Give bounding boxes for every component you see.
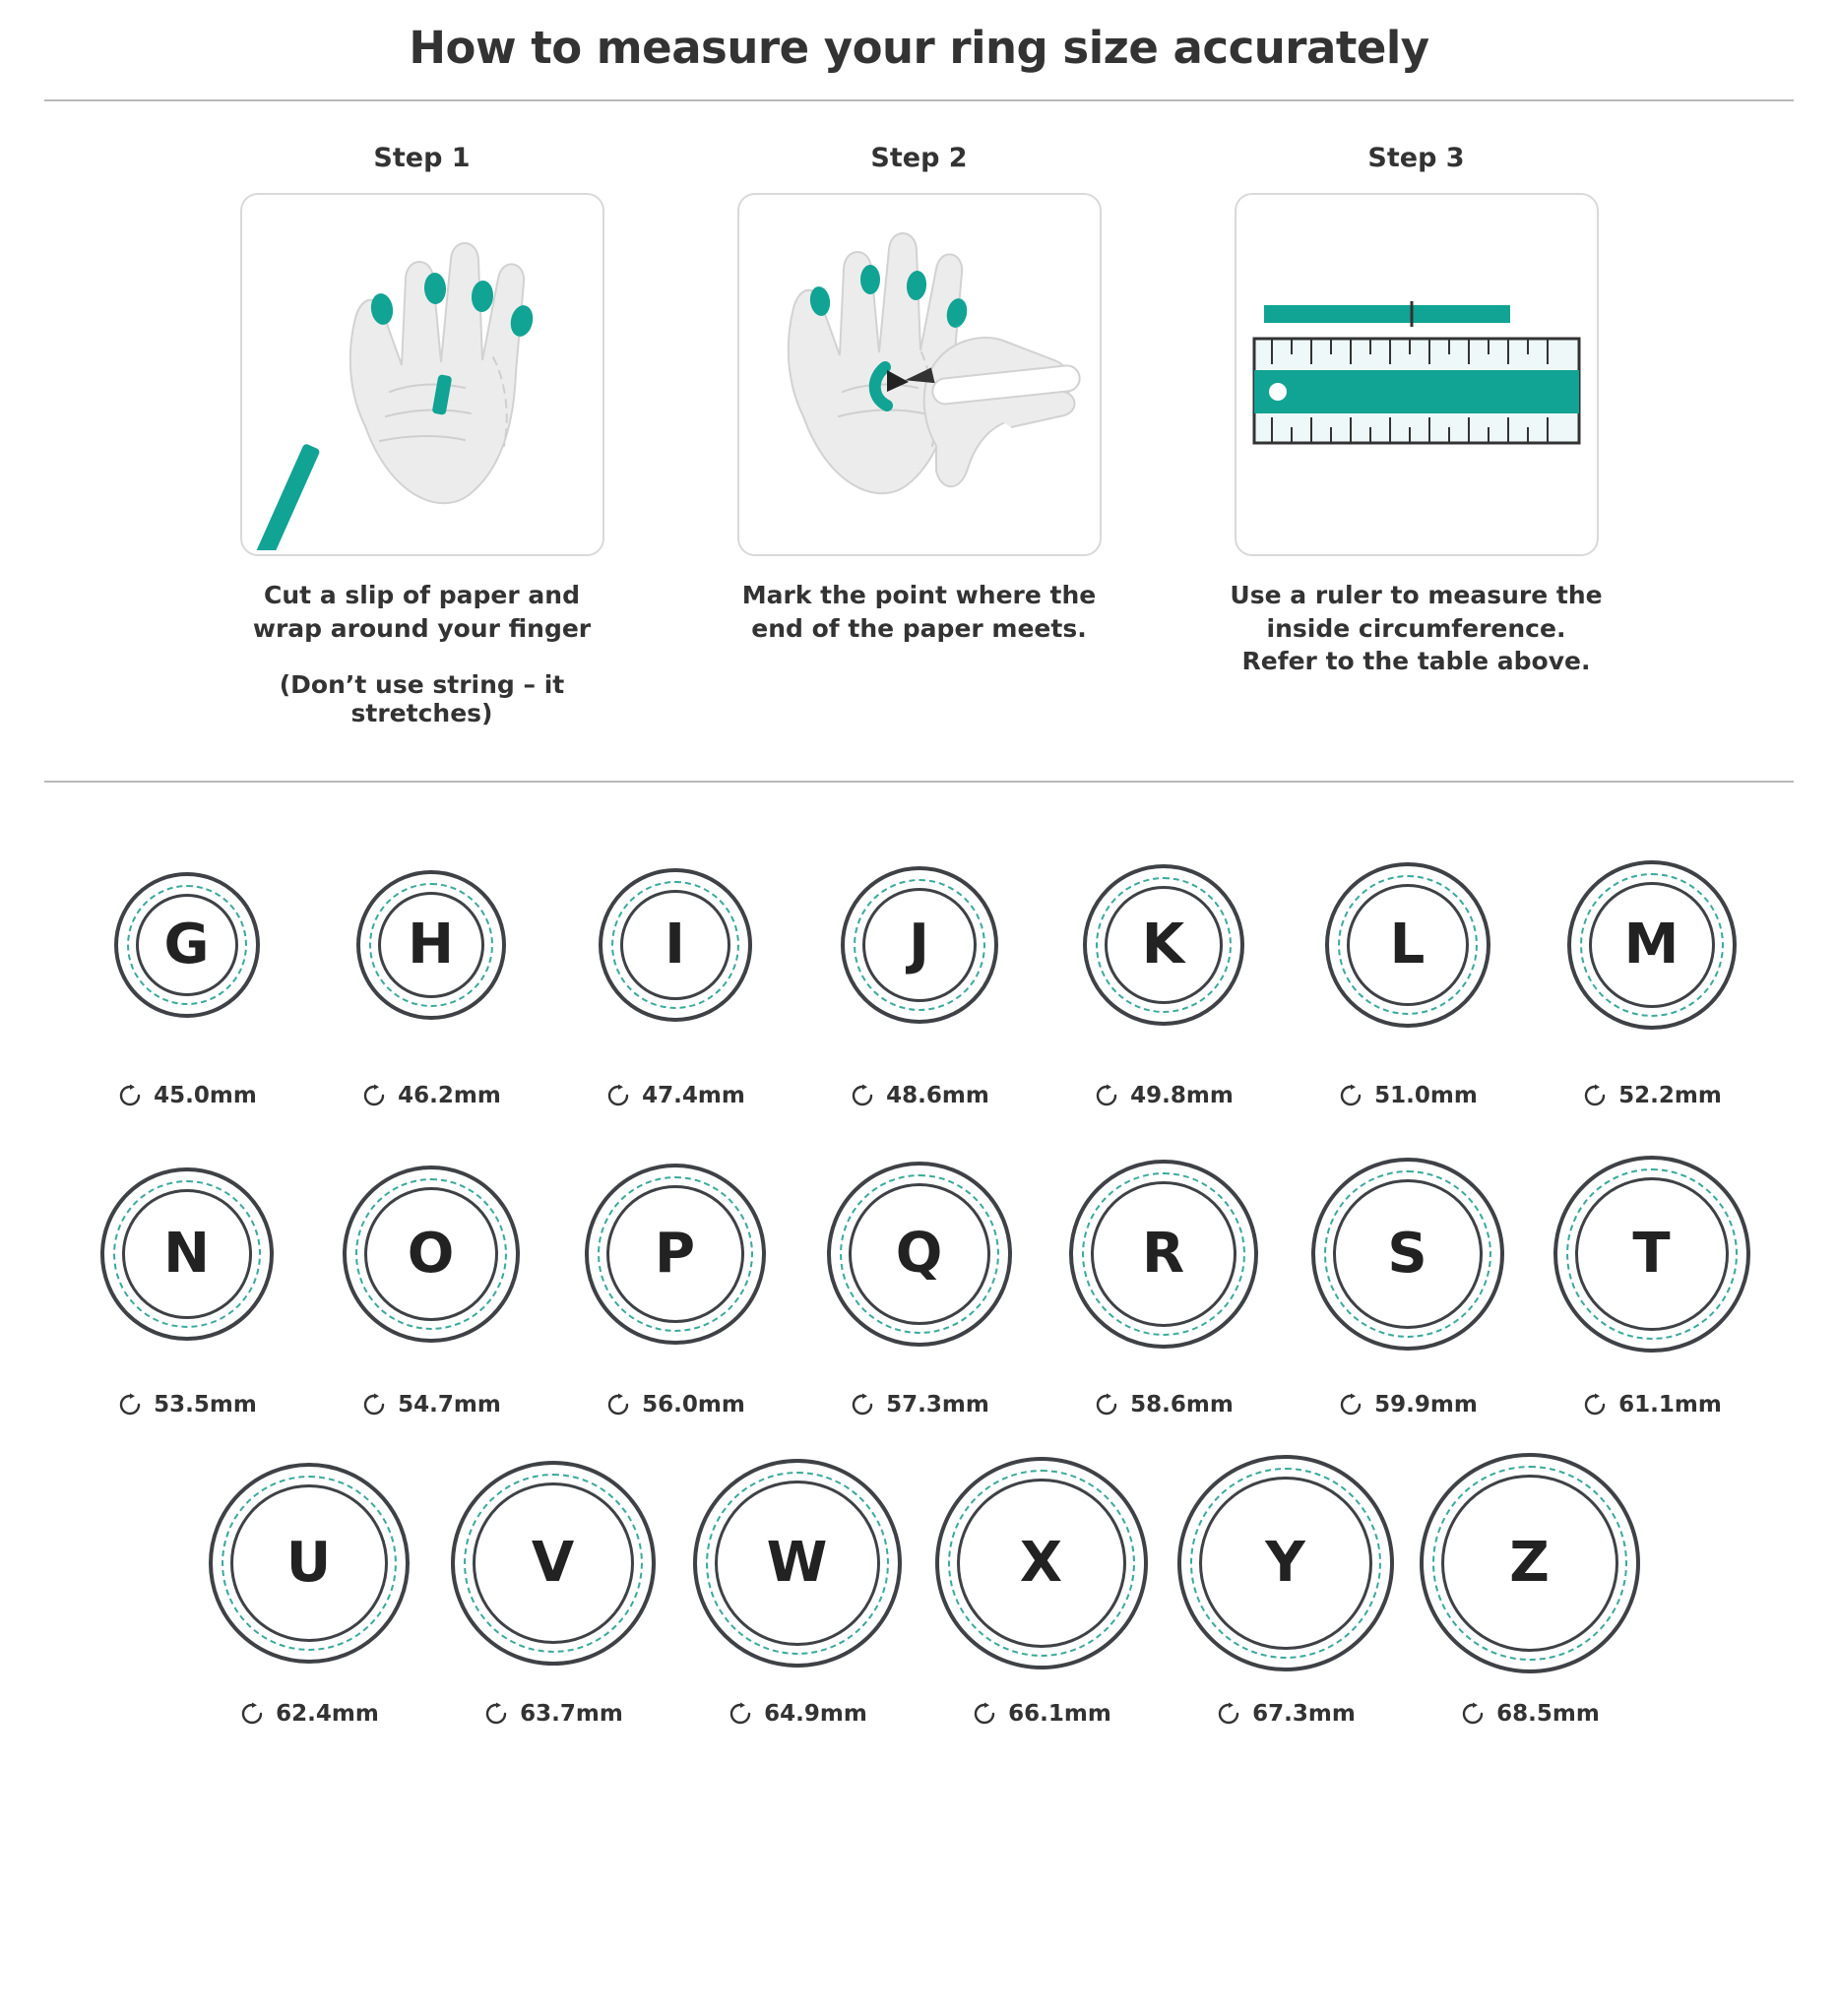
ring-diagram [693,1440,902,1686]
ring-size-letter: I [665,913,685,976]
circumference-arrow-icon [849,1391,876,1418]
step-3-label: Step 3 [1367,143,1465,173]
ring-size-letter: T [1632,1222,1671,1286]
step-3-illustration [1235,193,1599,556]
ring-measurement [727,1700,867,1728]
ring-diagram [935,1440,1148,1686]
ring-size-cell[interactable] [431,1440,675,1728]
header-divider [44,99,1794,101]
ring-size-letter: Y [1265,1531,1305,1595]
ring-size-cell[interactable] [1286,1131,1530,1418]
ring-measurement-value: 68.5mm [1496,1701,1600,1727]
ring-measurement-value: 63.7mm [520,1701,623,1727]
ring-outer-circle [114,872,260,1018]
circumference-arrow-icon [849,1082,876,1109]
ring-measurement [360,1082,501,1109]
ring-measurement [116,1082,257,1109]
ring-size-letter: N [163,1222,210,1286]
ring-size-letter: H [408,913,454,976]
ring-diagram [841,822,998,1068]
ring-diagram [1311,1131,1504,1377]
circumference-arrow-icon [1581,1082,1609,1109]
ring-measurement-value: 51.0mm [1374,1083,1478,1108]
ring-size-row [0,1131,1838,1418]
ring-measurement-value: 67.3mm [1252,1701,1356,1727]
ring-measurement [1337,1082,1478,1109]
ring-measurement-value: 46.2mm [398,1083,501,1108]
ring-size-cell[interactable] [1530,1131,1774,1418]
ring-outer-circle [693,1459,902,1668]
step-3-caption: Use a ruler to measure the inside circumference. Refer to the table above. [1230,581,1603,675]
ring-size-cell[interactable] [65,1131,309,1418]
step-2 [737,143,1102,727]
circumference-arrow-icon [604,1082,632,1109]
ring-size-letter: O [407,1222,455,1286]
circumference-arrow-icon [360,1391,388,1418]
ring-size-cell[interactable] [1164,1440,1408,1728]
step-1-caption: Cut a slip of paper and wrap around your finger [252,581,592,643]
ring-measurement-value: 61.1mm [1618,1392,1722,1418]
ring-measurement-value: 48.6mm [886,1083,989,1108]
ring-outer-circle [343,1166,520,1343]
ring-measurement [1093,1082,1234,1109]
ring-size-cell[interactable] [553,822,797,1109]
ring-size-letter: G [163,913,210,976]
ring-outer-circle [356,870,506,1020]
ring-outer-circle [1325,862,1490,1028]
ring-measurement-value: 52.2mm [1618,1083,1722,1108]
step-1-illustration [240,193,604,556]
ring-size-letter: J [909,913,929,976]
ring-measurement-value: 58.6mm [1130,1392,1234,1418]
ring-outer-circle [1177,1455,1394,1671]
ring-measurement-value: 54.7mm [398,1392,501,1418]
section-divider [44,781,1794,783]
ring-diagram [585,1131,766,1377]
ring-measurement [1093,1391,1234,1418]
circumference-arrow-icon [1337,1391,1364,1418]
circumference-arrow-icon [1215,1700,1242,1728]
steps-section [0,143,1838,727]
page-title: How to measure your ring size accurately [409,22,1429,74]
ring-size-letter: U [285,1531,332,1595]
ring-size-cell[interactable] [919,1440,1164,1728]
step-1-note: (Don’t use string – it stretches) [279,670,565,727]
ring-measurement [849,1391,989,1418]
ring-measurement [849,1082,989,1109]
ring-diagram [599,822,752,1068]
ring-measurement [1459,1700,1600,1728]
ring-measurement [238,1700,379,1728]
circumference-arrow-icon [1093,1391,1120,1418]
ring-size-letter: P [654,1222,696,1286]
ring-diagram [1567,822,1737,1068]
circumference-arrow-icon [604,1391,632,1418]
ring-measurement-value: 66.1mm [1008,1701,1111,1727]
ring-measurement [116,1391,257,1418]
ring-size-cell[interactable] [1042,1131,1286,1418]
step-2-label: Step 2 [870,143,968,173]
ring-diagram [114,822,260,1068]
ring-outer-circle [841,866,998,1024]
ring-outer-circle [1567,860,1737,1030]
ring-measurement-value: 47.4mm [642,1083,745,1108]
ring-measurement-value: 62.4mm [276,1701,379,1727]
ring-diagram [1325,822,1490,1068]
ring-size-letter: L [1389,913,1426,976]
ring-size-cell[interactable] [309,1131,553,1418]
circumference-arrow-icon [971,1700,998,1728]
ring-size-letter: Z [1509,1531,1550,1595]
ring-outer-circle [935,1457,1148,1670]
ring-measurement-value: 56.0mm [642,1392,745,1418]
ring-measurement [1337,1391,1478,1418]
ring-diagram [1083,822,1244,1068]
ring-diagram [343,1131,520,1377]
ring-size-letter: Q [895,1222,943,1286]
ring-size-letter: M [1623,913,1680,976]
ring-size-cell[interactable] [675,1440,919,1728]
ring-outer-circle [209,1463,410,1664]
ring-size-cell[interactable] [1530,822,1774,1109]
circumference-arrow-icon [1459,1700,1487,1728]
ring-outer-circle [100,1167,274,1341]
ring-diagram [1553,1131,1750,1377]
ring-measurement-value: 53.5mm [154,1392,257,1418]
ring-outer-circle [827,1162,1012,1347]
step-1-label: Step 1 [373,143,471,173]
ring-diagram [1177,1440,1394,1686]
ring-size-row [0,1440,1838,1728]
ring-size-cell[interactable] [65,822,309,1109]
hands-marking-paper-icon [739,195,1096,550]
ring-outer-circle [1420,1453,1640,1673]
ring-outer-circle [1069,1160,1258,1349]
ring-diagram [1069,1131,1258,1377]
ring-size-cell[interactable] [797,1131,1042,1418]
ring-diagram [451,1440,656,1686]
ring-diagram [100,1131,274,1377]
ring-measurement-value: 45.0mm [154,1083,257,1108]
ring-size-cell[interactable] [553,1131,797,1418]
ring-outer-circle [585,1164,766,1345]
ring-size-cell[interactable] [1042,822,1286,1109]
step-2-caption: Mark the point where the end of the paper meets. [741,581,1097,643]
ring-outer-circle [1083,864,1244,1026]
ring-size-letter: R [1141,1222,1185,1286]
circumference-arrow-icon [1337,1082,1364,1109]
ring-size-letter: K [1141,913,1185,976]
circumference-arrow-icon [116,1391,144,1418]
ring-measurement-value: 64.9mm [764,1701,867,1727]
ring-measurement [360,1391,501,1418]
ring-size-letter: S [1387,1222,1427,1286]
ring-size-chart [0,822,1838,1728]
circumference-arrow-icon [1581,1391,1609,1418]
ruler-measuring-paper-icon [1236,195,1593,550]
ring-measurement [1581,1082,1722,1109]
ring-diagram [356,822,506,1068]
circumference-arrow-icon [238,1700,266,1728]
ring-size-cell[interactable] [309,822,553,1109]
circumference-arrow-icon [116,1082,144,1109]
ring-size-row [0,822,1838,1109]
ring-outer-circle [1553,1156,1750,1353]
ring-measurement [1215,1700,1356,1728]
circumference-arrow-icon [727,1700,754,1728]
circumference-arrow-icon [482,1700,510,1728]
ring-size-letter: V [531,1531,575,1595]
ring-measurement [971,1700,1111,1728]
ring-size-letter: X [1019,1531,1063,1595]
ring-diagram [1420,1440,1640,1686]
ring-measurement-value: 59.9mm [1374,1392,1478,1418]
circumference-arrow-icon [1093,1082,1120,1109]
circumference-arrow-icon [360,1082,388,1109]
ring-diagram [209,1440,410,1686]
ring-outer-circle [451,1461,656,1666]
ring-outer-circle [1311,1158,1504,1351]
ring-size-cell[interactable] [1408,1440,1652,1728]
ring-measurement [604,1391,745,1418]
step-1 [240,143,604,727]
step-2-illustration [737,193,1102,556]
ring-measurement [604,1082,745,1109]
step-3 [1230,143,1603,727]
ring-outer-circle [599,868,752,1022]
ring-diagram [827,1131,1012,1377]
ring-measurement-value: 57.3mm [886,1392,989,1418]
ring-size-cell[interactable] [797,822,1042,1109]
ring-measurement [482,1700,623,1728]
ring-measurement-value: 49.8mm [1130,1083,1234,1108]
ring-size-cell[interactable] [187,1440,431,1728]
ring-size-cell[interactable] [1286,822,1530,1109]
hand-with-paper-strip-icon [242,195,599,550]
ring-measurement [1581,1391,1722,1418]
ring-size-letter: W [766,1531,828,1595]
